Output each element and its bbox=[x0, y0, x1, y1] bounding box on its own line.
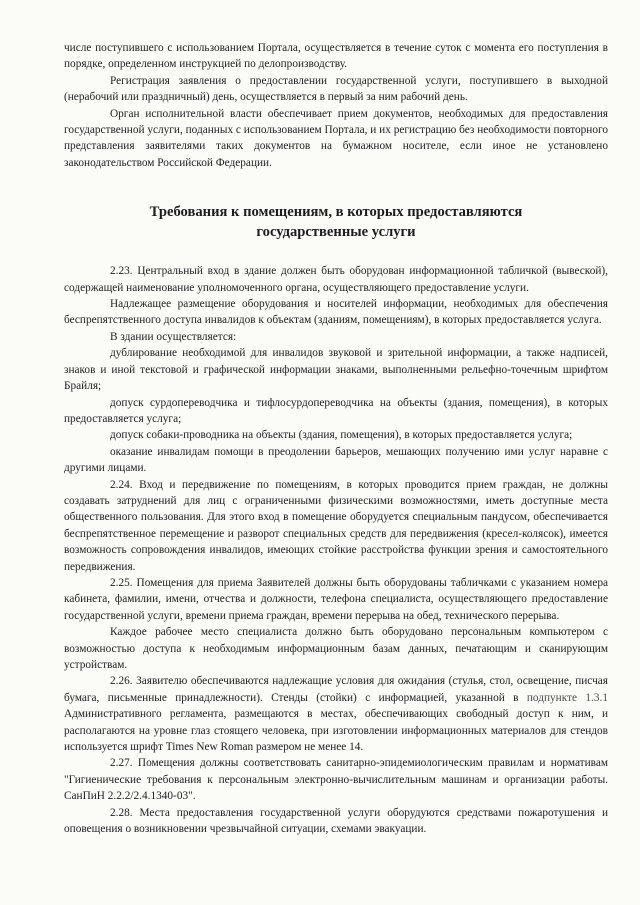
paragraph-2-27: 2.27. Помещения должны соответствовать санитарно-эпидемиологическим правилам и нормативам "Гигиенические требования к персональным электронно-вычислительным машинам и организации работы. СанПиН 2.2.2/2.4.1340-03". bbox=[64, 757, 608, 803]
section-heading-line-2: государственные услуги bbox=[256, 224, 416, 241]
paragraph-2-24: 2.24. Вход и передвижение по помещениям, в которых проводится прием граждан, не должны создавать затруднений для лиц с ограниченными физическими возможностями, иметь доступные места общественного пользования. Для этого вход в помещение оборудуется специальным пандусом, обеспечивается беспрепятственное перемещение и разворот специальных средств для передвижения (кресел-колясок), имеется возможность сопровождения инвалидов, имеющих стойкие расстройства функции зрения и самостоятельного передвижения. bbox=[64, 478, 608, 573]
paragraph-document-acceptance: Орган исполнительной власти обеспечивает прием документов, необходимых для предоставления государственной услуги, поданных с использованием Портала, и их регистрацию без необходимости повторного представления заявителями таких документов на бумажном носителе, если иное не установлено законодательством Российской Федерации. bbox=[64, 107, 608, 169]
paragraph-holiday-registration: Регистрация заявления о предоставлении государственной услуги, поступившего в выходной (нерабочий или праздничный) день, осуществляется в первый за ним рабочий день. bbox=[64, 74, 608, 104]
paragraph-equipment-placement: Надлежащее размещение оборудования и носителей информации, необходимых для обеспечения беспрепятственного доступа инвалидов к объектам (зданиям, помещениям), в которых предоставляется услуга. bbox=[64, 298, 608, 327]
paragraph-2-26-text-start: 2.26. Заявителю обеспечиваются надлежащие условия для ожидания (стулья, стол, освещение, писчая бумага, письменные принадлежности). Стенды (стойки) с информацией, указанной в bbox=[64, 675, 608, 704]
section-heading bbox=[64, 202, 608, 242]
paragraph-2-28: 2.28. Места предоставления государственной услуги оборудуются средствами пожаротушения и оповещения о возникновении чрезвычайной ситуации, схемами эвакуации. bbox=[64, 806, 608, 836]
paragraph-2-26-text-end: Административного регламента, размещаются в местах, обеспечивающих свободный доступ к ним, и располагаются на уровне глаз стоящего человека, при изготовлении информационных материалов для стендов используется шрифт Times New Roman размером не менее 14. bbox=[64, 708, 608, 754]
paragraph-2-25: 2.25. Помещения для приема Заявителей должны быть оборудованы табличками с указанием номера кабинета, фамилии, имени, отчества и должности, телефона специалиста, осуществляющего предоставление государственной услуги, времени приема граждан, времени перерыва на обед, технического перерыва. bbox=[64, 576, 608, 622]
paragraph-duplication: дублирование необходимой для инвалидов звуковой и зрительной информации, а также надписей, знаков и иной текстовой и графической информации знаками, выполненными рельефно-точечным шрифтом Брайля; bbox=[64, 347, 608, 393]
paragraph-portal-registration: числе поступившего с использованием Портала, осуществляется в течение суток с момента его поступления в порядке, определенном инструкцией по делопроизводству. bbox=[64, 42, 608, 71]
paragraph-workplace: Каждое рабочее место специалиста должно быть оборудовано персональным компьютером с возможностью доступа к необходимым информационным базам данных, печатающим и сканирующим устройствам. bbox=[64, 626, 608, 671]
paragraph-guide-dog: допуск собаки-проводника на объекты (здания, помещения), в которых предоставляется услуга; bbox=[110, 429, 573, 442]
document-body bbox=[64, 40, 608, 837]
paragraph-2-23: 2.23. Центральный вход в здание должен быть оборудован информационной табличкой (вывеской), содержащей наименование уполномоченного органа, осуществляющего предоставление услуги. bbox=[64, 265, 608, 294]
paragraph-sign-interpreter: допуск сурдопереводчика и тифлосурдопереводчика на объекты (здания, помещения), в которых предоставляется услуга; bbox=[64, 396, 608, 425]
paragraph-in-building: В здании осуществляется: bbox=[110, 330, 237, 343]
paragraph-assistance: оказание инвалидам помощи в преодолении барьеров, мешающих получению ими услуг наравне с другими лицами. bbox=[64, 445, 608, 475]
section-heading-line-1: Требования к помещениям, в которых предоставляются bbox=[149, 204, 523, 221]
paragraph-2-26 bbox=[64, 673, 608, 755]
subclause-reference-link: подпункте 1.3.1 bbox=[526, 691, 608, 704]
